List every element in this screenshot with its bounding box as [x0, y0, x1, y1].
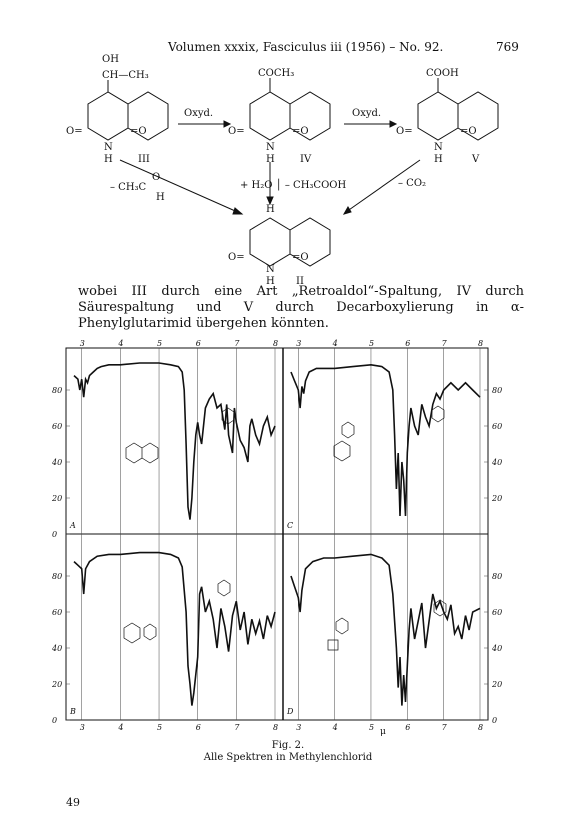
panel-C-y-tick: 60 — [492, 422, 503, 431]
panel-C-x-tick: 7 — [441, 339, 447, 348]
panel-B-x-tick: 7 — [234, 723, 240, 732]
panel-marker-A: A — [70, 521, 76, 530]
panel-D-y-tick: 20 — [492, 680, 503, 689]
panel-marker-C: C — [287, 521, 294, 530]
panel-A-x-tick: 7 — [234, 339, 240, 348]
III-o-right: =O — [130, 126, 147, 137]
label-IV: IV — [300, 154, 312, 165]
panel-A-x-tick: 4 — [118, 339, 124, 348]
spectrum-curve-D — [291, 554, 480, 705]
panel-D-x-tick: 5 — [368, 723, 375, 732]
body-paragraph: wobei III durch eine Art „Retroaldol“-Spaltung, IV durch Säurespaltung und V durch Decarboxylierung in α-Phenylglutarimid übergehen könnten. — [78, 284, 524, 331]
panel-B-x-tick: 8 — [273, 723, 279, 732]
figure-note: Alle Spektren in Methylenchlorid — [203, 752, 373, 763]
inset-structure-C — [334, 422, 354, 461]
panel-D-x-tick: 4 — [332, 723, 338, 732]
V-h: H — [434, 154, 443, 165]
panel-marker-D: D — [287, 707, 294, 716]
IV-side-chain: COCH₃ — [258, 68, 295, 79]
panel-A-y-tick: 0 — [52, 530, 58, 539]
spectrum-curve-C — [291, 365, 480, 516]
panel-D-y-tick: 0 — [492, 716, 498, 725]
panel-B-x-tick: 4 — [118, 723, 124, 732]
III-side-chain: CH—CH₃ — [102, 70, 149, 81]
panel-marker-B: B — [70, 707, 76, 716]
III-h: H — [104, 154, 113, 165]
panel-C-y-tick: 40 — [492, 458, 503, 467]
II-side-chain: H — [266, 204, 275, 215]
II-o-left: O= — [228, 252, 245, 263]
panel-C-y-tick: 20 — [492, 494, 503, 503]
III-n: N — [104, 142, 113, 153]
reagent-acetaldehyde-h: H — [156, 192, 165, 203]
IV-o-right: =O — [292, 126, 309, 137]
panel-B-y-tick: 20 — [52, 680, 63, 689]
IV-o-left: O= — [228, 126, 245, 137]
II-n: N — [266, 264, 275, 275]
panel-D-x-tick: 7 — [441, 723, 447, 732]
panel-C-y-tick: 80 — [492, 386, 503, 395]
panel-D-y-tick: 40 — [492, 644, 503, 653]
IV-n: N — [266, 142, 275, 153]
II-h: H — [266, 276, 275, 287]
panel-A-y-tick: 20 — [52, 494, 63, 503]
page-number: 769 — [496, 40, 519, 54]
unit-label: μ — [380, 727, 386, 737]
panel-D-x-tick: 6 — [405, 723, 411, 732]
label-V: V — [472, 154, 480, 165]
panel-D-x-tick: 3 — [296, 723, 302, 732]
panel-A-y-tick: 60 — [52, 422, 63, 431]
V-o-left: O= — [396, 126, 413, 137]
panel-D-y-tick: 80 — [492, 572, 503, 581]
panel-C-x-tick: 6 — [405, 339, 411, 348]
spectrum-curve-B — [74, 553, 275, 706]
II-o-right: =O — [292, 252, 309, 263]
panel-C-x-tick: 5 — [368, 339, 375, 348]
panel-C-x-tick: 3 — [296, 339, 302, 348]
panel-B-y-tick: 80 — [52, 572, 63, 581]
reagent-co2: – CO₂ — [398, 178, 427, 189]
arrow-oxyd-1-label: Oxyd. — [184, 108, 214, 119]
panel-A-x-tick: 6 — [195, 339, 201, 348]
inset-phenyl-C — [432, 406, 444, 422]
inset-structure-D — [328, 618, 348, 650]
inset-structure-B — [124, 623, 156, 643]
panel-D-y-tick: 60 — [492, 608, 503, 617]
V-o-right: =O — [460, 126, 477, 137]
panel-B-x-tick: 5 — [157, 723, 163, 732]
reagent-acetaldehyde: – CH₃C — [110, 182, 147, 193]
arrow-oxyd-2-label: Oxyd. — [352, 108, 382, 119]
panel-C-x-tick: 4 — [332, 339, 338, 348]
reagent-acetaldehyde-o: O — [152, 172, 161, 183]
inset-structure-A — [126, 443, 158, 463]
label-III: III — [138, 154, 150, 165]
figure-caption: Fig. 2. — [271, 740, 305, 751]
panel-B-y-tick: 0 — [52, 716, 58, 725]
panel-A-x-tick: 8 — [273, 339, 279, 348]
panel-B-x-tick: 3 — [79, 723, 85, 732]
IV-h: H — [266, 154, 275, 165]
panel-A-y-tick: 80 — [52, 386, 63, 395]
III-o-left: O= — [66, 126, 83, 137]
V-side-chain: COOH — [426, 68, 459, 79]
panel-B-y-tick: 60 — [52, 608, 63, 617]
panel-B-y-tick: 40 — [52, 644, 63, 653]
label-II: II — [296, 276, 304, 287]
reagent-water-acetic: + H₂O │ – CH₃COOH — [240, 180, 347, 191]
V-n: N — [434, 142, 443, 153]
inset-phenyl-B — [218, 580, 230, 596]
III-oh: OH — [102, 54, 119, 65]
spectrum-curve-A — [74, 363, 275, 520]
panel-A-y-tick: 40 — [52, 458, 63, 467]
panel-B-x-tick: 6 — [195, 723, 201, 732]
running-header-title: Volumen xxxix, Fasciculus iii (1956) – No. 92. — [168, 40, 444, 54]
panel-A-x-tick: 3 — [79, 339, 85, 348]
panel-A-x-tick: 5 — [157, 339, 163, 348]
panel-C-x-tick: 8 — [478, 339, 484, 348]
panel-D-x-tick: 8 — [478, 723, 484, 732]
footer-signature-number: 49 — [66, 796, 80, 809]
